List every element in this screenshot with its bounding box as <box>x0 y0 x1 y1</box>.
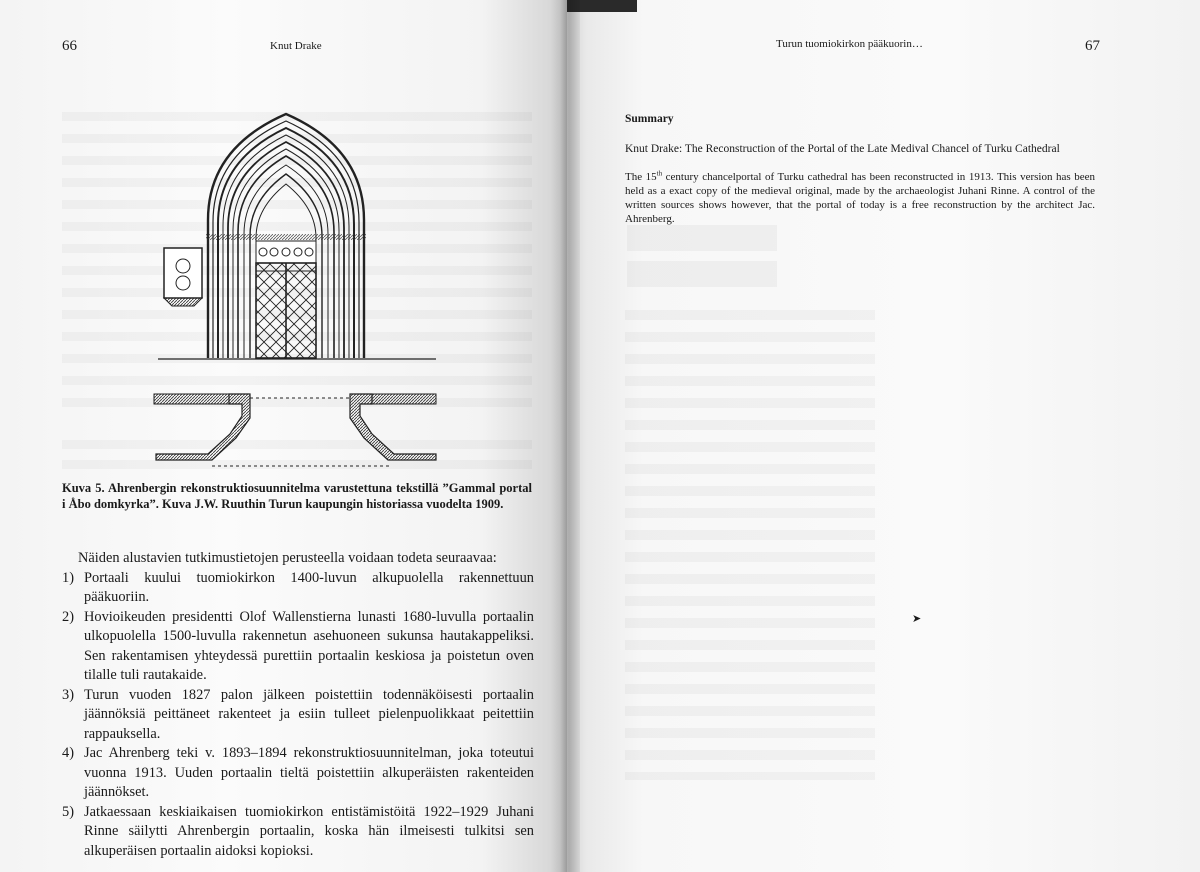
list-item: 2) Hovioikeuden presidentti Olof Wallenstierna lunasti 1680-luvulla portaalin ulkopuolella 1500-luvulla rakennetun asehuoneen sukunsa hautakappeliksi. Sen rakentamisen yhteydessä purettiin portaalin keskiosa ja poistetun oven tilalle tuli rautakaide. <box>62 608 534 683</box>
list-item: 5) Jatkaessaan keskiaikaisen tuomiokirkon entistämistöitä 1922–1929 Juhani Rinne säilytti Ahrenbergin portaalin, koska hän ilmeisesti tulkitsi sen alkuperäisen portaalin aidoksi kopioksi. <box>62 803 534 859</box>
page-number: 67 <box>1085 38 1100 54</box>
left-page <box>0 0 567 872</box>
running-head: Knut Drake <box>270 40 322 52</box>
portal-plan <box>154 394 436 466</box>
right-page <box>567 0 1200 872</box>
portal-drawing <box>150 108 440 473</box>
scan-edge <box>567 0 637 12</box>
summary-subtitle: Knut Drake: The Reconstruction of the Portal of the Late Medival Chancel of Turku Cathedral <box>625 143 1060 155</box>
list-item: 1) Portaali kuului tuomiokirkon 1400-luvun alkupuolella rakennettuun pääkuoriin. <box>62 569 534 605</box>
list-item: 3) Turun vuoden 1827 palon jälkeen poistettiin todennäköisesti portaalin jäännöksiä peittäneet rakenteet ja esiin tulleet pielenpuolikkaat peitettiin rappauksella. <box>62 686 534 742</box>
figure-caption: Kuva 5. Ahrenbergin rekonstruktiosuunnitelma varustettuna tekstillä ”Gammal portal i Åbo domkyrka”. Kuva J.W. Ruuthin Turun kaupungin historiassa vuodelta 1909. <box>62 481 532 511</box>
running-head: Turun tuomiokirkon pääkuorin… <box>776 38 923 50</box>
page-number: 66 <box>62 38 77 54</box>
intro-paragraph: Näiden alustavien tutkimustietojen perusteella voidaan todeta seuraavaa: <box>78 550 497 566</box>
portal-drawing-figure <box>150 108 440 473</box>
summary-section <box>625 112 1095 226</box>
wall-tracery-panel <box>164 248 202 306</box>
conclusions-list <box>62 569 534 862</box>
summary-heading: Summary <box>625 113 674 125</box>
pointer-mark-icon: ➤ <box>912 613 922 625</box>
summary-text: The 15th century chancelportal of Turku cathedral has been reconstructed in 1913. This version has been held as a exact copy of the medieval original, made by the archaeologist Juhani Rinne. A control of the written sources shows however, that the portal of today is a free reconstruction by the architect Jac. Ahrenberg. <box>625 169 1095 225</box>
list-item: 4) Jac Ahrenberg teki v. 1893–1894 rekonstruktiosuunnitelman, joka toteutui vuonna 1913. Uuden portaalin tieltä poistettiin alkuperäisten rakenteiden jäännökset. <box>62 745 534 800</box>
body-text <box>62 549 534 861</box>
